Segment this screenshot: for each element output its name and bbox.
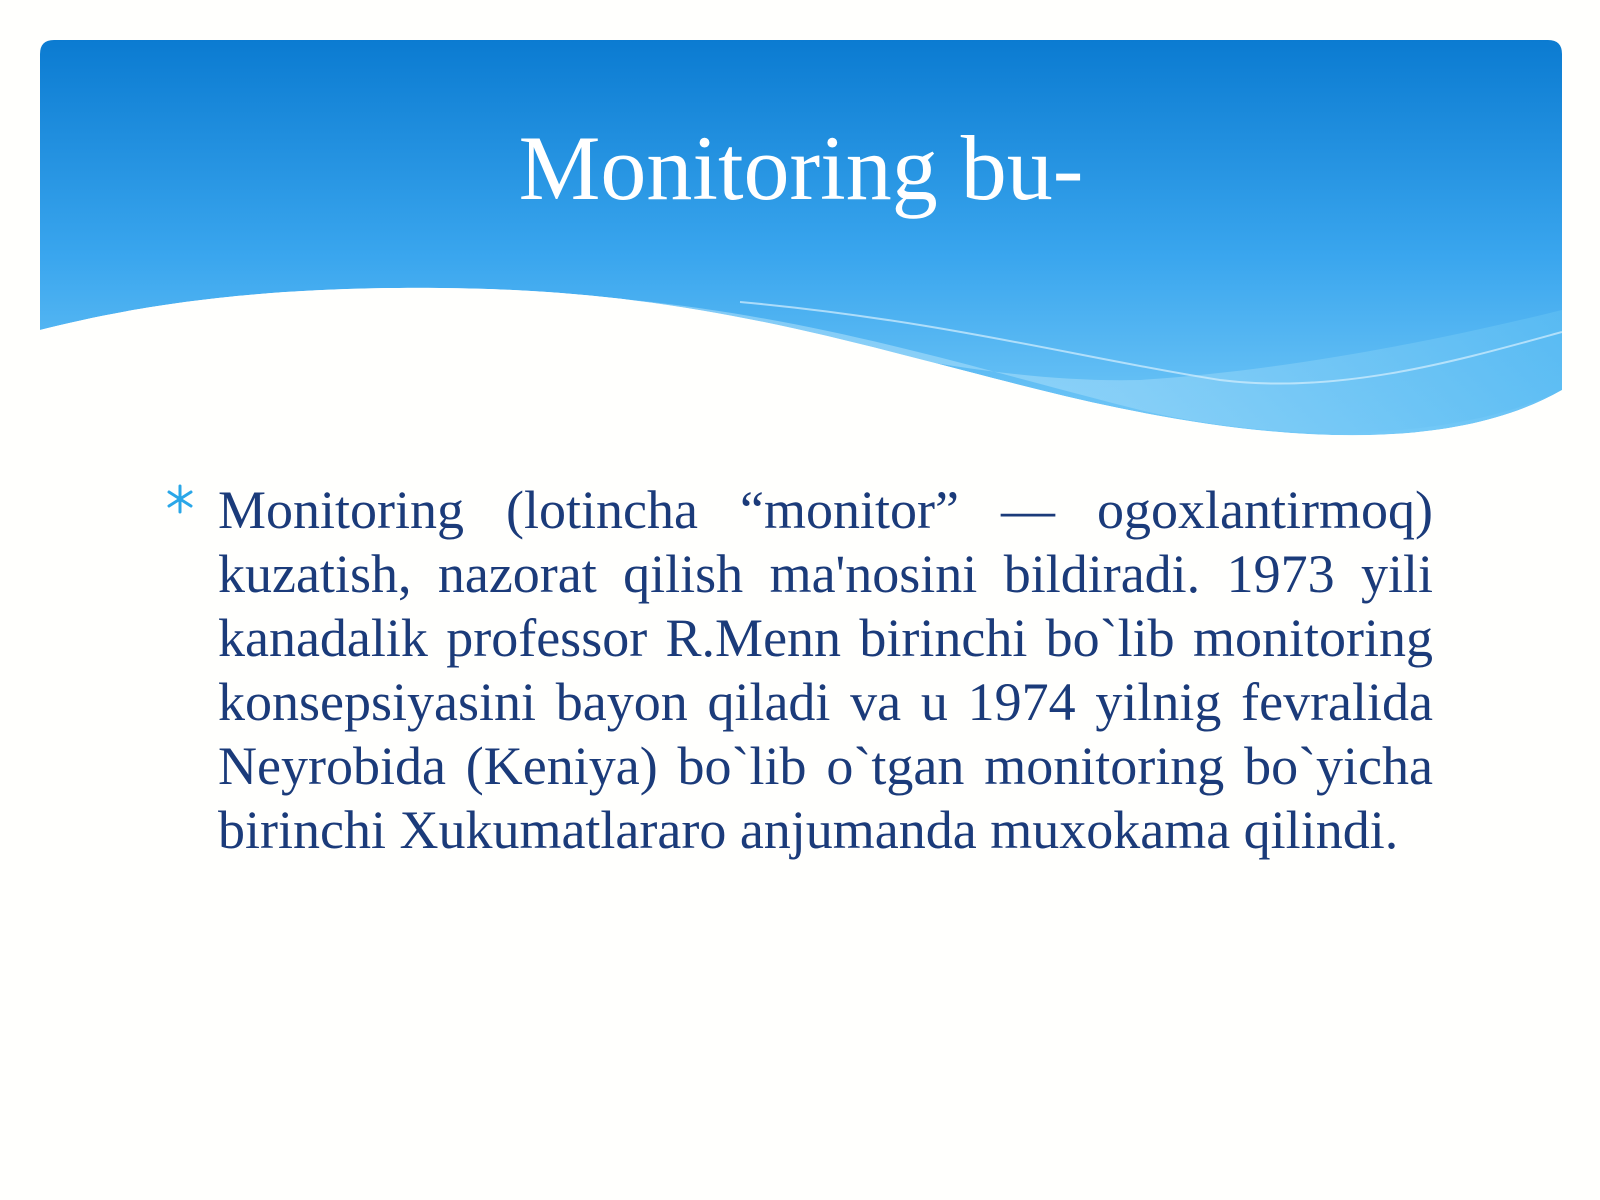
bullet-item <box>163 478 1433 862</box>
header-wave-background <box>40 40 1562 460</box>
bullet-text: Monitoring (lotincha “monitor” — ogoxlantirmoq) kuzatish, nazorat qilish ma'nosini bildiradi. 1973 yili kanadalik professor R.Menn birinchi bo`lib monitoring konsepsiyasini bayon qiladi va u 1974 yilnig fevralida Neyrobida (Keniya) bo`lib o`tgan monitoring bo`yicha birinchi Xukumatlararo anjumanda muxokama qilindi. <box>218 480 1433 860</box>
wave-graphic <box>40 40 1562 460</box>
slide-title: Monitoring bu- <box>518 117 1084 219</box>
slide-body <box>163 478 1433 862</box>
asterisk-bullet-icon <box>163 482 197 516</box>
